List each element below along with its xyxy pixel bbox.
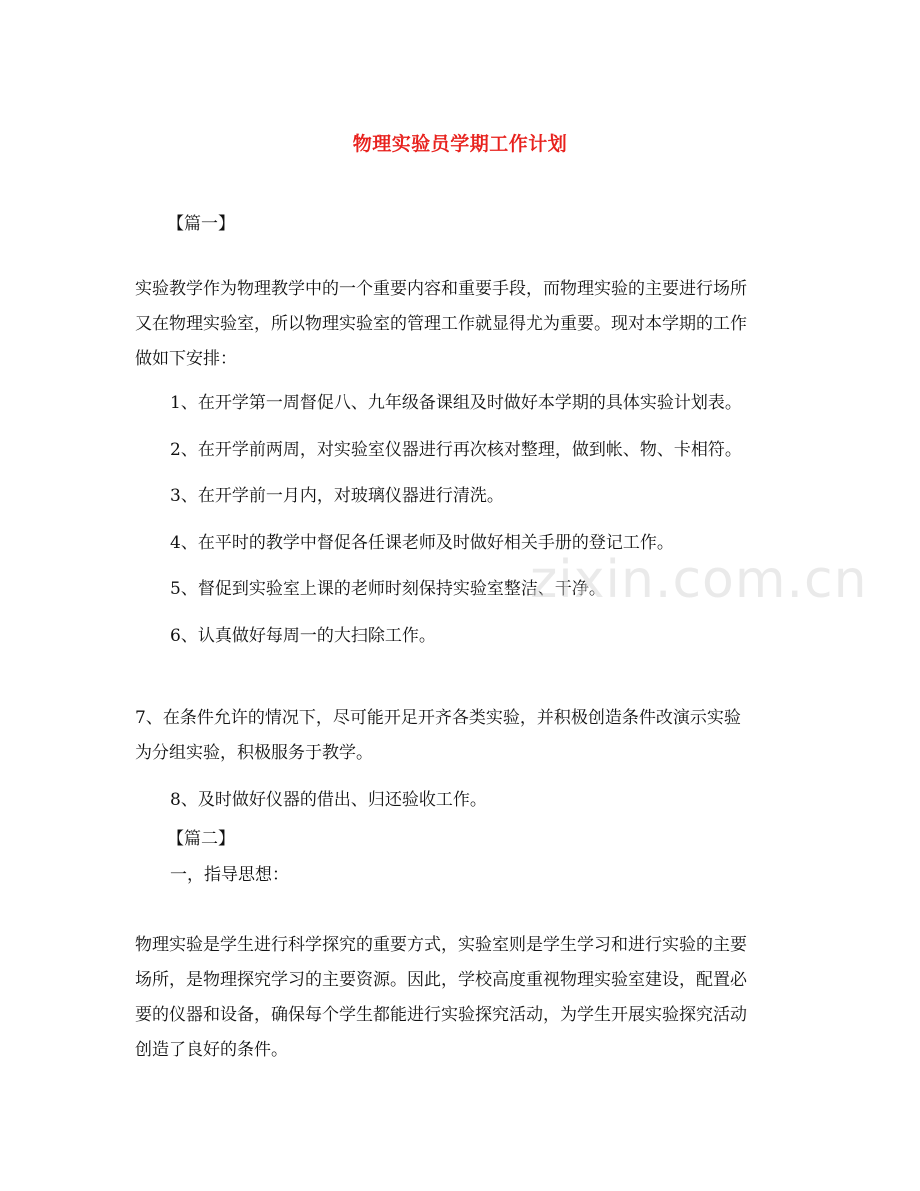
para2-line: 场所，是物理探究学习的主要资源。因此，学校高度重视物理实验室建设，配置必: [135, 970, 747, 990]
intro-line: 做如下安排：: [135, 349, 237, 369]
list-item: 5、督促到实验室上课的老师时刻保持实验室整洁、干净。: [170, 579, 606, 599]
item7-line: 7、在条件允许的情况下，尽可能开足开齐各类实验，并积极创造条件改演示实验: [135, 708, 741, 728]
watermark: zixin.com.cn: [530, 550, 868, 610]
para2-line: 物理实验是学生进行科学探究的重要方式，实验室则是学生学习和进行实验的主要: [135, 935, 747, 955]
item7-line: 为分组实验，积极服务于教学。: [135, 743, 373, 763]
list-item-7: [135, 701, 790, 771]
list-item: 4、在平时的教学中督促各任课老师及时做好相关手册的登记工作。: [170, 533, 674, 553]
para2-line: 要的仪器和设备，确保每个学生都能进行实验探究活动，为学生开展实验探究活动: [135, 1005, 747, 1025]
list-item: 1、在开学第一周督促八、九年级备课组及时做好本学期的具体实验计划表。: [170, 393, 742, 413]
section-heading-2: 【篇二】: [167, 829, 235, 849]
list-item: 6、认真做好每周一的大扫除工作。: [170, 626, 436, 646]
subheading: 一，指导思想：: [170, 865, 289, 885]
body-paragraph-2: [135, 928, 790, 1068]
para2-line: 创造了良好的条件。: [135, 1040, 288, 1060]
intro-paragraph: [135, 272, 790, 377]
list-item: 3、在开学前一月内，对玻璃仪器进行清洗。: [170, 486, 504, 506]
list-item: 2、在开学前两周，对实验室仪器进行再次核对整理，做到帐、物、卡相符。: [170, 440, 742, 460]
section-heading-1: 【篇一】: [167, 214, 235, 234]
intro-line: 又在物理实验室，所以物理实验室的管理工作就显得尤为重要。现对本学期的工作: [135, 314, 747, 334]
list-item: 8、及时做好仪器的借出、归还验收工作。: [170, 790, 487, 810]
intro-line: 实验教学作为物理教学中的一个重要内容和重要手段，而物理实验的主要进行场所: [135, 279, 747, 299]
document-title: 物理实验员学期工作计划: [352, 133, 568, 155]
